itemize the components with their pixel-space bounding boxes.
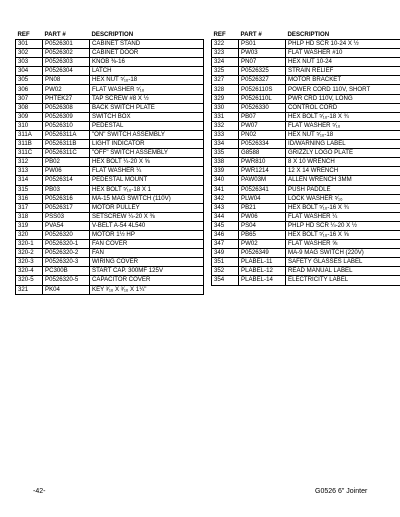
description-cell: KNOB ⅜-16 bbox=[90, 58, 204, 67]
part-number-cell: PS01 bbox=[239, 40, 286, 49]
description-cell: HEX BOLT ⁵⁄₁₆-18 X ¾ bbox=[286, 112, 400, 121]
ref-cell: 319 bbox=[16, 221, 43, 230]
part-number-cell: P0526304 bbox=[43, 67, 90, 76]
ref-cell: 331 bbox=[212, 112, 239, 121]
description-cell: TAP SCREW #8 X ½ bbox=[90, 94, 204, 103]
description-cell: STRAIN RELIEF bbox=[286, 67, 400, 76]
ref-cell: 320-4 bbox=[16, 267, 43, 276]
table-row bbox=[16, 249, 204, 258]
description-cell: FAN bbox=[90, 249, 204, 258]
table-row bbox=[212, 149, 400, 158]
part-number-cell: PWR1214 bbox=[239, 167, 286, 176]
table-row bbox=[212, 185, 400, 194]
description-cell: POWER CORD 110V, SHORT bbox=[286, 85, 400, 94]
ref-cell: 307 bbox=[16, 94, 43, 103]
ref-header: REF bbox=[17, 31, 30, 38]
table-row bbox=[212, 167, 400, 176]
table-row bbox=[212, 76, 400, 85]
description-cell: FLAT WASHER ⅝ bbox=[286, 240, 400, 249]
part-number-cell: P0526311C bbox=[43, 149, 90, 158]
table-row bbox=[212, 212, 400, 221]
ref-cell: 346 bbox=[212, 230, 239, 239]
table-row bbox=[212, 240, 400, 249]
ref-cell: 341 bbox=[212, 185, 239, 194]
ref-cell: 320-3 bbox=[16, 258, 43, 267]
table-row bbox=[16, 158, 204, 167]
description-cell: PHLP HD SCR 10-24 X ½ bbox=[286, 40, 400, 49]
description-cell: HEX NUT ⁵⁄₁₆-18 bbox=[90, 76, 204, 85]
part-number-cell: PN07 bbox=[239, 58, 286, 67]
description-cell: MOTOR 1½ HP bbox=[90, 230, 204, 239]
ref-cell: 312 bbox=[16, 158, 43, 167]
table-row bbox=[16, 67, 204, 76]
description-cell: WIRING COVER bbox=[90, 258, 204, 267]
description-cell: PEDESTAL MOUNT bbox=[90, 176, 204, 185]
description-cell: MOTOR PULLEY bbox=[90, 203, 204, 212]
part-number-cell: PVA54 bbox=[43, 221, 90, 230]
part-number-cell: PW06 bbox=[239, 212, 286, 221]
ref-cell: 334 bbox=[212, 140, 239, 149]
ref-cell: 342 bbox=[212, 194, 239, 203]
description-cell: CABINET STAND bbox=[90, 40, 204, 49]
description-cell: FLAT WASHER ¼ bbox=[286, 212, 400, 221]
description-cell: PEDESTAL bbox=[90, 121, 204, 130]
description-cell: 8 X 10 WRENCH bbox=[286, 158, 400, 167]
table-row bbox=[212, 40, 400, 49]
description-cell: HEX BOLT ⁵⁄₁₆-18 X 1 bbox=[90, 185, 204, 194]
table-row bbox=[16, 49, 204, 58]
description-cell: "OFF" SWITCH ASSEMBLY bbox=[90, 149, 204, 158]
table-row bbox=[16, 194, 204, 203]
description-cell: V-BELT A-54 4L540 bbox=[90, 221, 204, 230]
description-cell: 12 X 14 WRENCH bbox=[286, 167, 400, 176]
ref-cell: 320-2 bbox=[16, 249, 43, 258]
description-cell: HEX BOLT ⁵⁄₁₆-16 X ⅝ bbox=[286, 230, 400, 239]
description-cell: MA-15 MAG SWITCH (110V) bbox=[90, 194, 204, 203]
table-row bbox=[212, 85, 400, 94]
part-number-cell: P0526320-5 bbox=[43, 276, 90, 285]
part-number-cell: P0526330 bbox=[239, 103, 286, 112]
part-number-cell: PLABEL-12 bbox=[239, 267, 286, 276]
table-row bbox=[212, 94, 400, 103]
ref-cell: 347 bbox=[212, 240, 239, 249]
ref-cell: 320-5 bbox=[16, 276, 43, 285]
part-number-cell: PW07 bbox=[239, 121, 286, 130]
description-cell: CAPACITOR COVER bbox=[90, 276, 204, 285]
part-header: PART # bbox=[44, 31, 66, 38]
table-row bbox=[212, 121, 400, 130]
part-number-cell: PK04 bbox=[43, 285, 90, 294]
description-cell: CABINET DOOR bbox=[90, 49, 204, 58]
part-number-cell: PB65 bbox=[239, 230, 286, 239]
description-cell: CONTROL CORD bbox=[286, 103, 400, 112]
ref-cell: 320-1 bbox=[16, 240, 43, 249]
table-row bbox=[212, 130, 400, 139]
description-cell: HEX BOLT ¼-20 X ⅝ bbox=[90, 158, 204, 167]
part-number-cell: P0526301 bbox=[43, 40, 90, 49]
part-number-cell: PS04 bbox=[239, 221, 286, 230]
part-number-cell: P0526309 bbox=[43, 112, 90, 121]
part-number-cell: P0526334 bbox=[239, 140, 286, 149]
description-cell: MOTOR BRACKET bbox=[286, 76, 400, 85]
description-cell: HEX NUT ⁵⁄₁₆-18 bbox=[286, 130, 400, 139]
description-cell: START CAP. 300MF 125V bbox=[90, 267, 204, 276]
ref-cell: 344 bbox=[212, 212, 239, 221]
table-row bbox=[16, 58, 204, 67]
part-number-cell: P0526311B bbox=[43, 140, 90, 149]
part-number-cell: PHTEK27 bbox=[43, 94, 90, 103]
description-cell: PHLP HD SCR ¼-20 X ½ bbox=[286, 221, 400, 230]
ref-cell: 325 bbox=[212, 67, 239, 76]
part-number-cell: PLABEL-14 bbox=[239, 276, 286, 285]
part-number-cell: P0526320-1 bbox=[43, 240, 90, 249]
part-number-cell: P0526110L bbox=[239, 94, 286, 103]
part-number-cell: PN02 bbox=[239, 130, 286, 139]
description-cell: SETSCREW ¼-20 X ⅜ bbox=[90, 212, 204, 221]
ref-cell: 304 bbox=[16, 67, 43, 76]
description-cell: FLAT WASHER ⁵⁄₁₆ bbox=[286, 121, 400, 130]
table-row bbox=[16, 176, 204, 185]
part-number-cell: P0526325 bbox=[239, 67, 286, 76]
ref-cell: 339 bbox=[212, 167, 239, 176]
table-row bbox=[16, 40, 204, 49]
ref-cell: 303 bbox=[16, 58, 43, 67]
description-cell: FLAT WASHER ⁵⁄₁₆ bbox=[90, 85, 204, 94]
part-number-cell: P0526310 bbox=[43, 121, 90, 130]
ref-cell: 315 bbox=[16, 185, 43, 194]
description-cell: MA-9 MAG SWITCH (220V) bbox=[286, 249, 400, 258]
table-row bbox=[16, 112, 204, 121]
table-row bbox=[16, 167, 204, 176]
parts-table-left bbox=[15, 29, 204, 295]
ref-cell: 310 bbox=[16, 121, 43, 130]
part-number-cell: P0526110S bbox=[239, 85, 286, 94]
part-number-cell: PN08 bbox=[43, 76, 90, 85]
description-cell: HEX BOLT ⁵⁄₁₆-16 X ¾ bbox=[286, 203, 400, 212]
ref-cell: 340 bbox=[212, 176, 239, 185]
ref-cell: 329 bbox=[212, 94, 239, 103]
ref-cell: 306 bbox=[16, 85, 43, 94]
description-cell: BACK SWITCH PLATE bbox=[90, 103, 204, 112]
part-number-cell: P0526349 bbox=[239, 249, 286, 258]
part-number-cell: PW02 bbox=[43, 85, 90, 94]
description-header: DESCRIPTION bbox=[91, 31, 134, 38]
ref-cell: 330 bbox=[212, 103, 239, 112]
ref-cell: 323 bbox=[212, 49, 239, 58]
description-cell: LATCH bbox=[90, 67, 204, 76]
table-row bbox=[16, 240, 204, 249]
part-number-cell: PW02 bbox=[239, 240, 286, 249]
table-row bbox=[16, 203, 204, 212]
table-row bbox=[16, 130, 204, 139]
table-row bbox=[212, 221, 400, 230]
table-row bbox=[16, 103, 204, 112]
ref-header: REF bbox=[213, 31, 226, 38]
description-cell: GRIZZLY LOGO PLATE bbox=[286, 149, 400, 158]
table-row bbox=[16, 267, 204, 276]
part-number-cell: P0526320-2 bbox=[43, 249, 90, 258]
description-cell: READ MANUAL LABEL bbox=[286, 267, 400, 276]
table-row bbox=[212, 249, 400, 258]
description-cell: SWITCH BOX bbox=[90, 112, 204, 121]
table-row bbox=[212, 103, 400, 112]
ref-cell: 354 bbox=[212, 276, 239, 285]
part-number-cell: P0526302 bbox=[43, 49, 90, 58]
part-number-cell: P0526316 bbox=[43, 194, 90, 203]
table-row bbox=[212, 112, 400, 121]
part-number-cell: PAW03M bbox=[239, 176, 286, 185]
part-number-cell: PB02 bbox=[43, 158, 90, 167]
table-row bbox=[212, 158, 400, 167]
description-cell: PUSH PADDLE bbox=[286, 185, 400, 194]
ref-cell: 318 bbox=[16, 212, 43, 221]
ref-cell: 352 bbox=[212, 267, 239, 276]
description-cell: "ON" SWITCH ASSEMBLY bbox=[90, 130, 204, 139]
table-row bbox=[16, 230, 204, 239]
part-number-cell: PC300B bbox=[43, 267, 90, 276]
part-number-cell: PW06 bbox=[43, 167, 90, 176]
table-row bbox=[212, 140, 400, 149]
table-row bbox=[212, 58, 400, 67]
ref-cell: 308 bbox=[16, 103, 43, 112]
part-number-cell: PB07 bbox=[239, 112, 286, 121]
ref-cell: 335 bbox=[212, 149, 239, 158]
ref-cell: 316 bbox=[16, 194, 43, 203]
table-header-row bbox=[212, 29, 400, 40]
description-cell: PWR CRD 110V, LONG bbox=[286, 94, 400, 103]
description-cell: FAN COVER bbox=[90, 240, 204, 249]
description-cell: ELECTRICITY LABEL bbox=[286, 276, 400, 285]
ref-cell: 317 bbox=[16, 203, 43, 212]
ref-cell: 321 bbox=[16, 285, 43, 294]
ref-cell: 327 bbox=[212, 76, 239, 85]
table-row bbox=[212, 176, 400, 185]
part-number-cell: PLW04 bbox=[239, 194, 286, 203]
ref-cell: 349 bbox=[212, 249, 239, 258]
table-row bbox=[212, 276, 400, 285]
ref-cell: 311A bbox=[16, 130, 43, 139]
part-number-cell: P0526308 bbox=[43, 103, 90, 112]
part-number-cell: PLABEL-11 bbox=[239, 258, 286, 267]
table-row bbox=[16, 140, 204, 149]
part-number-cell: P0526327 bbox=[239, 76, 286, 85]
part-number-cell: PB03 bbox=[43, 185, 90, 194]
ref-cell: 305 bbox=[16, 76, 43, 85]
ref-cell: 338 bbox=[212, 158, 239, 167]
part-number-cell: PB21 bbox=[239, 203, 286, 212]
part-number-cell: P0526314 bbox=[43, 176, 90, 185]
table-row bbox=[16, 85, 204, 94]
ref-cell: 301 bbox=[16, 40, 43, 49]
part-number-cell: P0526320-3 bbox=[43, 258, 90, 267]
table-header-row bbox=[16, 29, 204, 40]
part-header: PART # bbox=[240, 31, 262, 38]
ref-cell: 332 bbox=[212, 121, 239, 130]
ref-cell: 311B bbox=[16, 140, 43, 149]
part-number-cell: P0526303 bbox=[43, 58, 90, 67]
ref-cell: 343 bbox=[212, 203, 239, 212]
part-number-cell: P0526341 bbox=[239, 185, 286, 194]
parts-table-right bbox=[211, 29, 400, 286]
table-row bbox=[212, 230, 400, 239]
description-cell: FLAT WASHER ¼ bbox=[90, 167, 204, 176]
ref-cell: 351 bbox=[212, 258, 239, 267]
ref-cell: 313 bbox=[16, 167, 43, 176]
description-cell: SAFETY GLASSES LABEL bbox=[286, 258, 400, 267]
description-cell: KEY ³⁄₁₆ X ³⁄₁₆ X 1¼" bbox=[90, 285, 204, 294]
table-row bbox=[212, 194, 400, 203]
table-row bbox=[16, 94, 204, 103]
table-row bbox=[16, 258, 204, 267]
description-cell: LOCK WASHER ⁵⁄₁₆ bbox=[286, 194, 400, 203]
description-cell: FLAT WASHER #10 bbox=[286, 49, 400, 58]
description-header: DESCRIPTION bbox=[287, 31, 330, 38]
table-row bbox=[16, 285, 204, 294]
table-row bbox=[16, 221, 204, 230]
ref-cell: 302 bbox=[16, 49, 43, 58]
part-number-cell: P0526317 bbox=[43, 203, 90, 212]
part-number-cell: G8588 bbox=[239, 149, 286, 158]
part-number-cell: PSS03 bbox=[43, 212, 90, 221]
table-row bbox=[16, 276, 204, 285]
part-number-cell: PW03 bbox=[239, 49, 286, 58]
table-row bbox=[212, 267, 400, 276]
part-number-cell: P0526320 bbox=[43, 230, 90, 239]
description-cell: HEX NUT 10-24 bbox=[286, 58, 400, 67]
table-row bbox=[16, 185, 204, 194]
model-name: G0526 6" Jointer bbox=[315, 488, 368, 495]
ref-cell: 345 bbox=[212, 221, 239, 230]
description-cell: ALLEN WRENCH 3MM bbox=[286, 176, 400, 185]
table-row bbox=[16, 212, 204, 221]
table-row bbox=[212, 49, 400, 58]
table-row bbox=[212, 67, 400, 76]
ref-cell: 324 bbox=[212, 58, 239, 67]
part-number-cell: P0526311A bbox=[43, 130, 90, 139]
table-row bbox=[212, 203, 400, 212]
table-row bbox=[16, 76, 204, 85]
page-number: -42- bbox=[33, 488, 46, 495]
ref-cell: 311C bbox=[16, 149, 43, 158]
table-row bbox=[16, 149, 204, 158]
table-row bbox=[16, 121, 204, 130]
ref-cell: 314 bbox=[16, 176, 43, 185]
part-number-cell: PWR810 bbox=[239, 158, 286, 167]
ref-cell: 322 bbox=[212, 40, 239, 49]
description-cell: LIGHT INDICATOR bbox=[90, 140, 204, 149]
description-cell: ID/WARNING LABEL bbox=[286, 140, 400, 149]
ref-cell: 309 bbox=[16, 112, 43, 121]
table-row bbox=[212, 258, 400, 267]
ref-cell: 320 bbox=[16, 230, 43, 239]
ref-cell: 333 bbox=[212, 130, 239, 139]
ref-cell: 328 bbox=[212, 85, 239, 94]
